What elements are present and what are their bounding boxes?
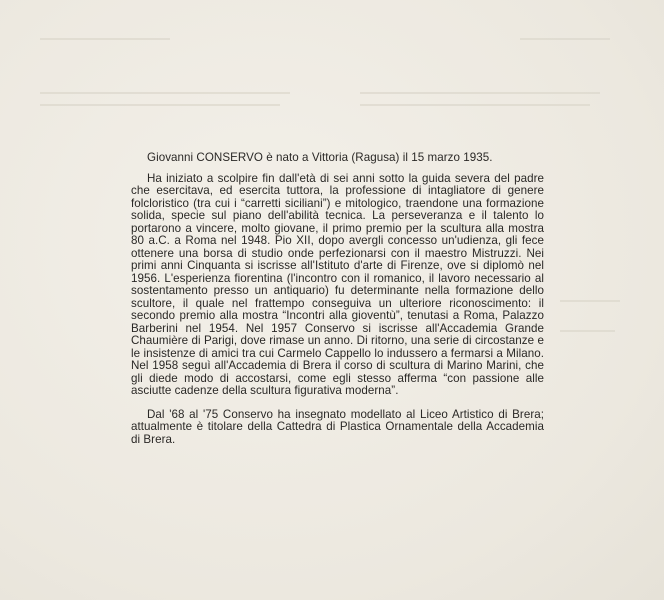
- bleed-through: [520, 38, 610, 40]
- bleed-through: [360, 92, 600, 94]
- biography-text: [131, 152, 544, 446]
- bleed-through: [40, 92, 290, 94]
- bleed-through: [40, 104, 280, 106]
- bleed-through: [560, 330, 615, 332]
- intro-line: Giovanni CONSERVO è nato a Vittoria (Ragusa) il 15 marzo 1935.: [147, 151, 493, 164]
- bleed-through: [560, 300, 620, 302]
- bleed-through: [360, 104, 590, 106]
- bleed-through: [40, 38, 170, 40]
- teaching-paragraph: Dal '68 al '75 Conservo ha insegnato modellato al Liceo Artistico di Brera; attualmente è titolare della Cattedra di Plastica Ornamentale della Accademia di Brera.: [131, 407, 544, 446]
- biography-paragraph: Ha iniziato a scolpire fin dall'età di sei anni sotto la guida severa del padre che esercitava, ed esercita tuttora, la professione di intagliatore di genere folcloristico (tra cui i “carretti siciliani”) e mitologico, traendone una formazione solida, specie sul piano dell'abilità tecnica. La perseveranza e il talento lo portarono a vincere, molto giovane, il primo premio per la scultura alla mostra 80 a.C. a Roma nel 1948. Pio XII, dopo avergli concesso un'udienza, gli fece ottenere una borsa di studio onde perfezionarsi con il maestro Mistruzzi. Nei primi anni Cinquanta si iscrisse all'Istituto d'arte di Firenze, ove si diplomò nel 1956. L'esperienza fiorentina (l'incontro con il romanico, il lavoro necessario al sostentamento presso un antiquario) fu determinante nella formazione dello scultore, il quale nel frattempo conseguiva un ulteriore riconoscimento: il secondo premio alla mostra “Incontri alla gioventù”, tenutasi a Roma, Palazzo Barberini nel 1954. Nel 1957 Conservo si iscrisse all'Accademia Grande Chaumière di Parigi, dove rimase un anno. Di ritorno, una serie di circostanze e le insistenze di amici tra cui Carmelo Cappello lo indussero a fermarsi a Milano. Nel 1958 seguì all'Accademia di Brera il corso di scultura di Marino Marini, che gli diede modo di accostarsi, come egli stesso afferma “con passione alle asciutte cadenze della scultura figurativa moderna”.: [131, 171, 544, 397]
